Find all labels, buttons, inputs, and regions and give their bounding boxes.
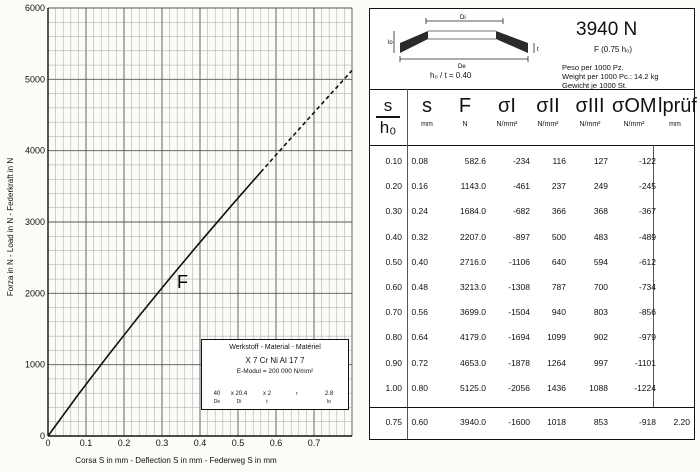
table-cell: 0.40 <box>385 231 402 242</box>
dim-de: 40 De <box>213 391 221 405</box>
table-cell: 116 <box>552 156 566 166</box>
x-tick-label: 0 <box>45 438 51 448</box>
table-cell: 640 <box>551 256 566 267</box>
table-cell: 1.00 <box>385 382 402 393</box>
spring-drawing <box>388 11 578 71</box>
material-dimensions <box>202 391 348 407</box>
table-cell: -734 <box>638 282 656 292</box>
table-cell: 0.80 <box>385 332 402 343</box>
table-cell: 700 <box>593 282 608 292</box>
table-cell: -1106 <box>508 256 530 267</box>
x-axis-label: Corsa S in mm - Deflection S in mm - Federweg S in mm <box>75 456 277 465</box>
table-cell: -1308 <box>508 282 530 292</box>
table-cell: 0.64 <box>411 332 428 343</box>
table-cell: 0.32 <box>411 231 428 242</box>
table-cell: 0.60 <box>385 282 402 292</box>
y-tick-label: 0 <box>39 431 45 441</box>
table-cell: 0.16 <box>411 181 428 192</box>
footer-cell: 853 <box>593 417 608 427</box>
y-tick-label: 1000 <box>24 359 45 370</box>
table-cell: 249 <box>593 181 608 192</box>
y-tick-label: 4000 <box>24 145 45 156</box>
table-cell: -612 <box>638 256 656 267</box>
table-cell: 2716.0 <box>460 256 486 267</box>
table-cell: 0.48 <box>411 282 428 292</box>
table-row <box>370 206 694 222</box>
x-tick-label: 0.5 <box>231 438 245 448</box>
footer-row <box>370 407 694 440</box>
table-cell: 0.70 <box>385 307 402 318</box>
table-cell: 997 <box>593 357 608 368</box>
table-cell: 582.6 <box>464 156 486 166</box>
table-cell: -2056 <box>508 382 530 393</box>
table-cell: 368 <box>593 206 608 217</box>
weight-line-3: Gewicht je 1000 St. <box>562 81 628 90</box>
table-cell: 3213.0 <box>460 282 486 292</box>
label-de: De <box>458 64 466 70</box>
table-cell: 0.30 <box>385 206 402 217</box>
table-cell: 0.50 <box>385 256 402 267</box>
table-cell: -1878 <box>508 357 530 368</box>
footer-cell: 2.20 <box>673 417 690 427</box>
force-sub: F (0.75 h₀) <box>594 45 632 54</box>
table-cell: -461 <box>512 181 530 192</box>
table-row <box>370 181 694 197</box>
table-cell: -1694 <box>508 332 530 343</box>
table-cell: 1143.0 <box>460 181 486 192</box>
table-row <box>370 156 694 172</box>
y-tick-label: 6000 <box>24 3 45 13</box>
table-cell: 237 <box>551 181 566 192</box>
footer-cell: 0.75 <box>385 417 402 427</box>
col-sigma-iii: σIII N/mm² <box>575 95 605 128</box>
table-row <box>370 358 694 374</box>
table-cell: -1504 <box>508 307 530 318</box>
table-cell: 1436 <box>547 382 566 393</box>
table-cell: 1099 <box>547 332 566 343</box>
dim-r: r <box>296 391 298 397</box>
table-cell: -367 <box>638 206 656 217</box>
table-cell: -682 <box>512 206 530 217</box>
table-cell: 0.20 <box>385 181 402 192</box>
table-cell: 787 <box>551 282 566 292</box>
table-cell: 1088 <box>589 382 608 393</box>
table-cell: 902 <box>593 332 608 343</box>
table-cell: 127 <box>593 156 608 166</box>
material-box <box>201 339 349 410</box>
col-s: s mm <box>421 95 433 128</box>
footer-cell: 0.60 <box>411 417 428 427</box>
col-f: F N <box>458 95 472 128</box>
dim-lo: 2.8 lo <box>324 391 334 405</box>
weight-line-1: Peso per 1000 Pz. <box>562 63 624 72</box>
dim-di: x 20.4 Di <box>230 391 248 405</box>
table-cell: 3699.0 <box>460 307 486 318</box>
table-cell: 1264 <box>547 357 566 368</box>
dim-t: x 2 t <box>262 391 271 405</box>
table-cell: 0.56 <box>411 307 428 318</box>
label-di: Di <box>460 15 466 21</box>
table-cell: -1101 <box>634 357 656 368</box>
table-cell: 0.40 <box>411 256 428 267</box>
column-headers <box>370 89 697 146</box>
col-sigma-om: σOM N/mm² <box>612 95 657 128</box>
table-cell: 0.90 <box>385 357 402 368</box>
table-cell: 0.08 <box>411 156 428 166</box>
table-cell: 0.80 <box>411 382 428 393</box>
table-row <box>370 232 694 248</box>
ratio-label: h₀ / t = 0.40 <box>430 71 472 80</box>
x-tick-label: 0.6 <box>269 438 283 448</box>
table-cell: 4653.0 <box>460 357 486 368</box>
table-cell: -234 <box>512 156 530 166</box>
curve-label: F <box>177 272 188 292</box>
table-cell: -1224 <box>634 382 656 393</box>
footer-cell: -918 <box>638 417 656 427</box>
footer-cell: -1600 <box>508 417 530 427</box>
material-modulus: E-Modul = 200 000 N/mm² <box>236 367 314 375</box>
weight-line-2: Weight per 1000 Pc.: 14.2 kg <box>562 72 659 81</box>
table-row <box>370 332 694 348</box>
label-t: t <box>537 47 539 53</box>
table-cell: -245 <box>638 181 656 192</box>
table-header <box>370 9 694 90</box>
table-cell: -489 <box>638 231 656 242</box>
data-table-panel <box>369 8 695 440</box>
x-tick-label: 0.2 <box>117 438 131 448</box>
x-tick-label: 0.4 <box>193 438 207 448</box>
table-cell: 0.24 <box>411 206 428 217</box>
y-tick-label: 2000 <box>24 288 45 299</box>
table-row <box>370 257 694 273</box>
table-cell: 5125.0 <box>460 382 486 393</box>
table-cell: -979 <box>638 332 656 343</box>
weight-info <box>562 63 659 90</box>
x-tick-label: 0.7 <box>307 438 321 448</box>
table-cell: 940 <box>551 307 566 318</box>
col-sigma-i: σI N/mm² <box>496 95 518 128</box>
material-title: Werkstoff - Material - Matériel <box>229 344 321 351</box>
table-cell: 803 <box>593 307 608 318</box>
col-s-over-h0: s h₀ <box>376 97 400 137</box>
footer-cells <box>370 417 694 433</box>
x-tick-label: 0.3 <box>155 438 169 448</box>
material-grade: X 7 Cr Ni Al 17 7 <box>245 355 305 365</box>
label-lo: lo <box>388 40 393 46</box>
y-tick-label: 3000 <box>24 217 45 227</box>
table-cell: 0.72 <box>411 357 428 368</box>
table-row <box>370 307 694 323</box>
table-cell: -122 <box>638 156 656 166</box>
footer-cell: 1018 <box>547 417 566 427</box>
table-row <box>370 282 694 298</box>
table-cell: 594 <box>593 256 608 267</box>
table-cell: 1684.0 <box>460 206 486 217</box>
table-cell: 0.10 <box>385 156 402 166</box>
table-cell: -856 <box>638 307 656 318</box>
table-cell: 500 <box>551 231 566 242</box>
table-cell: -897 <box>512 231 530 242</box>
y-tick-label: 5000 <box>24 74 45 85</box>
force-value: 3940 N <box>576 19 638 40</box>
x-tick-label: 0.1 <box>79 438 93 448</box>
table-cell: 483 <box>593 231 608 242</box>
y-axis-label: Forza in N - Load in N - Federkraft in N <box>6 157 15 297</box>
col-sigma-ii: σII N/mm² <box>536 95 560 128</box>
footer-cell: 3940.0 <box>460 417 486 427</box>
table-cell: 2207.0 <box>460 231 486 242</box>
table-cell: 366 <box>551 206 566 217</box>
table-cell: 4179.0 <box>460 332 486 343</box>
col-lpruef: lprüf mm <box>658 95 697 128</box>
table-row <box>370 383 694 399</box>
